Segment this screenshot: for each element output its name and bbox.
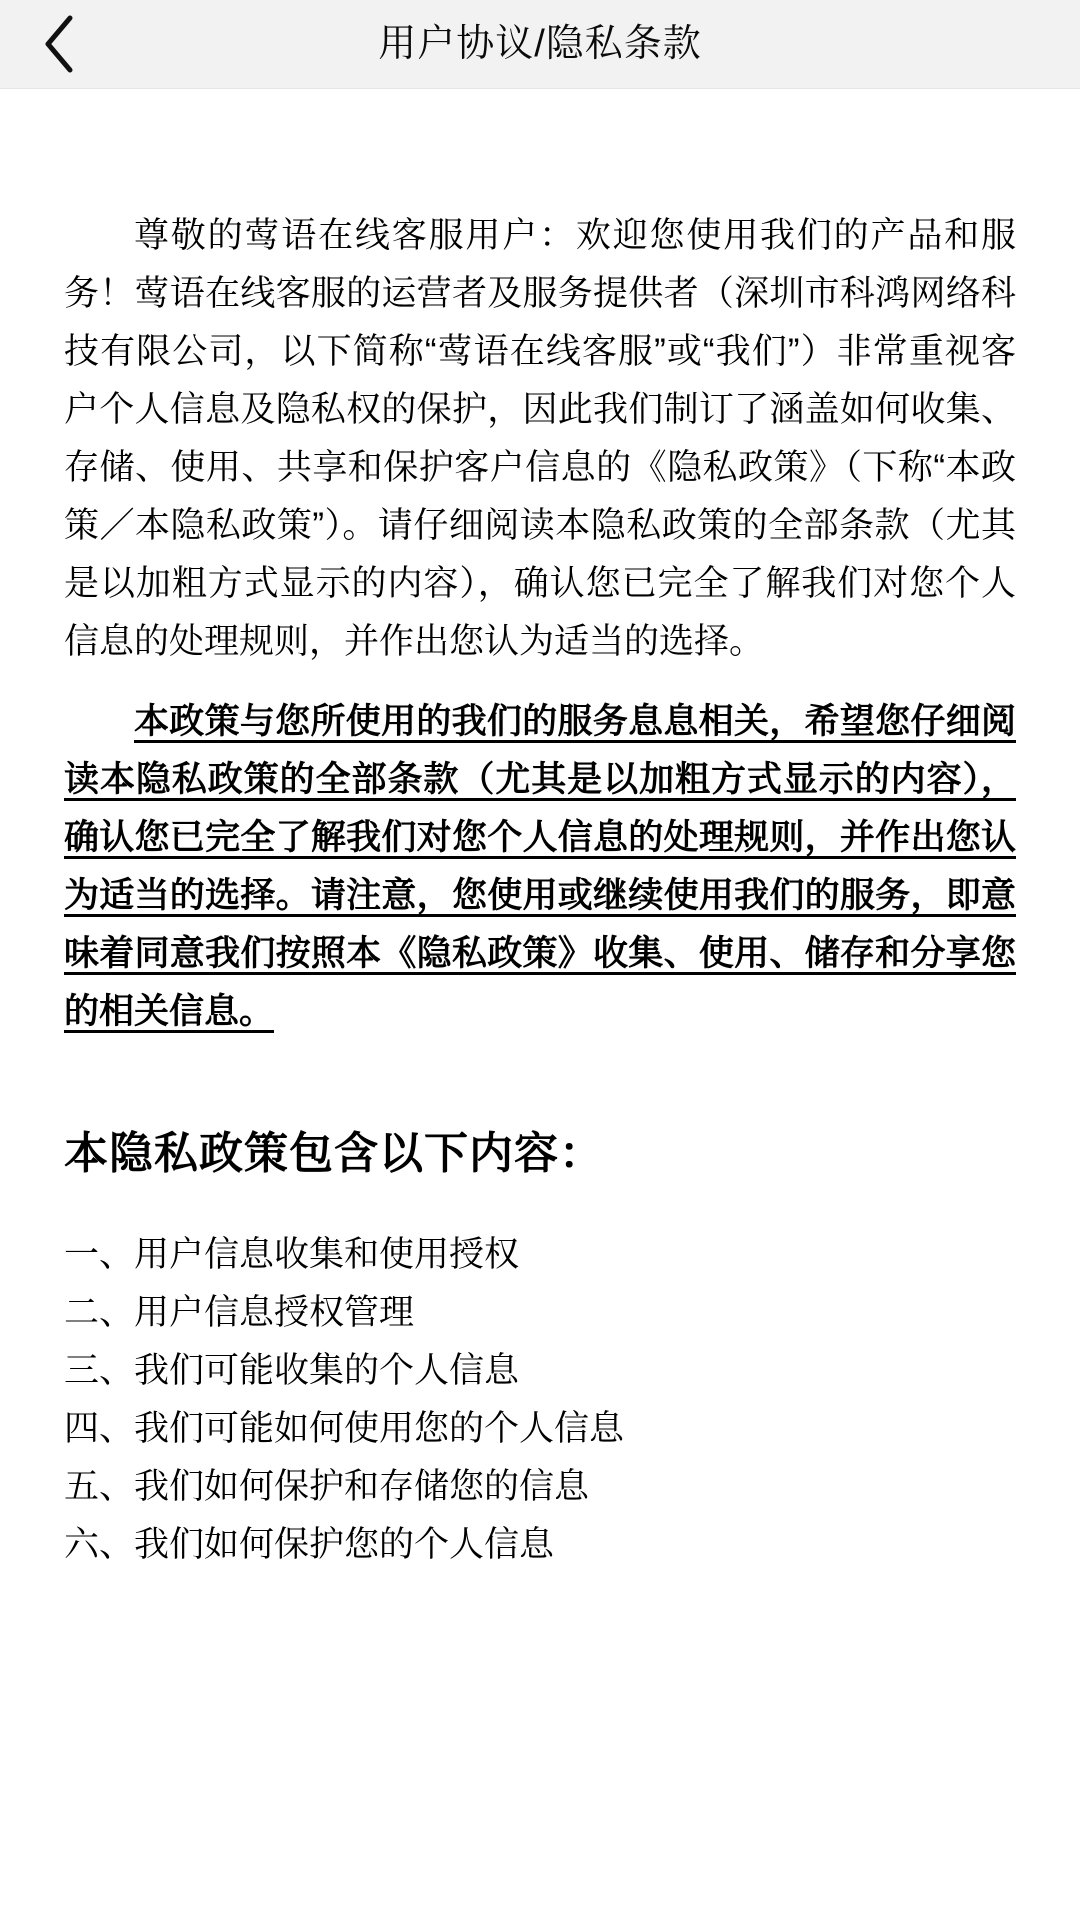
list-item[interactable]: 五、我们如何保护和存储您的信息 <box>64 1467 590 1507</box>
intro-paragraph: 尊敬的莺语在线客服用户：欢迎您使用我们的产品和服务！莺语在线客服的运营者及服务提供者（深圳市科鸿网络科技有限公司，以下简称“莺语在线客服”或“我们”）非常重视客户个人信息及隐私权的保护，因此我们制订了涵盖如何收集、存储、使用、共享和保护客户信息的《隐私政策》（下称“本政策／本隐私政策”）。请仔细阅读本隐私政策的全部条款（尤其是以加粗方式显示的内容），确认您已完全了解我们对您个人信息的处理规则，并作出您认为适当的选择。 <box>64 216 1016 661</box>
chevron-left-icon <box>40 14 76 74</box>
list-item[interactable]: 一、用户信息收集和使用授权 <box>64 1235 520 1275</box>
page-title: 用户协议/隐私条款 <box>378 23 702 65</box>
list-item[interactable]: 三、我们可能收集的个人信息 <box>64 1351 520 1391</box>
list-item[interactable]: 二、用户信息授权管理 <box>64 1293 415 1333</box>
table-of-contents <box>64 1226 1016 1574</box>
list-item[interactable]: 四、我们可能如何使用您的个人信息 <box>64 1409 625 1449</box>
page-header <box>0 0 1080 89</box>
content-top-spacer <box>64 89 1016 207</box>
section-heading: 本隐私政策包含以下内容： <box>64 1129 604 1178</box>
emphasis-paragraph: 本政策与您所使用的我们的服务息息相关，希望您仔细阅读本隐私政策的全部条款（尤其是以加粗方式显示的内容），确认您已完全了解我们对您个人信息的处理规则，并作出您认为适当的选择。请注意，您使用或继续使用我们的服务，即意味着同意我们按照本《隐私政策》收集、使用、储存和分享您的相关信息。 <box>64 702 1016 1031</box>
back-button[interactable] <box>26 12 90 76</box>
list-item[interactable]: 六、我们如何保护您的个人信息 <box>64 1525 555 1565</box>
policy-content <box>0 89 1080 1574</box>
